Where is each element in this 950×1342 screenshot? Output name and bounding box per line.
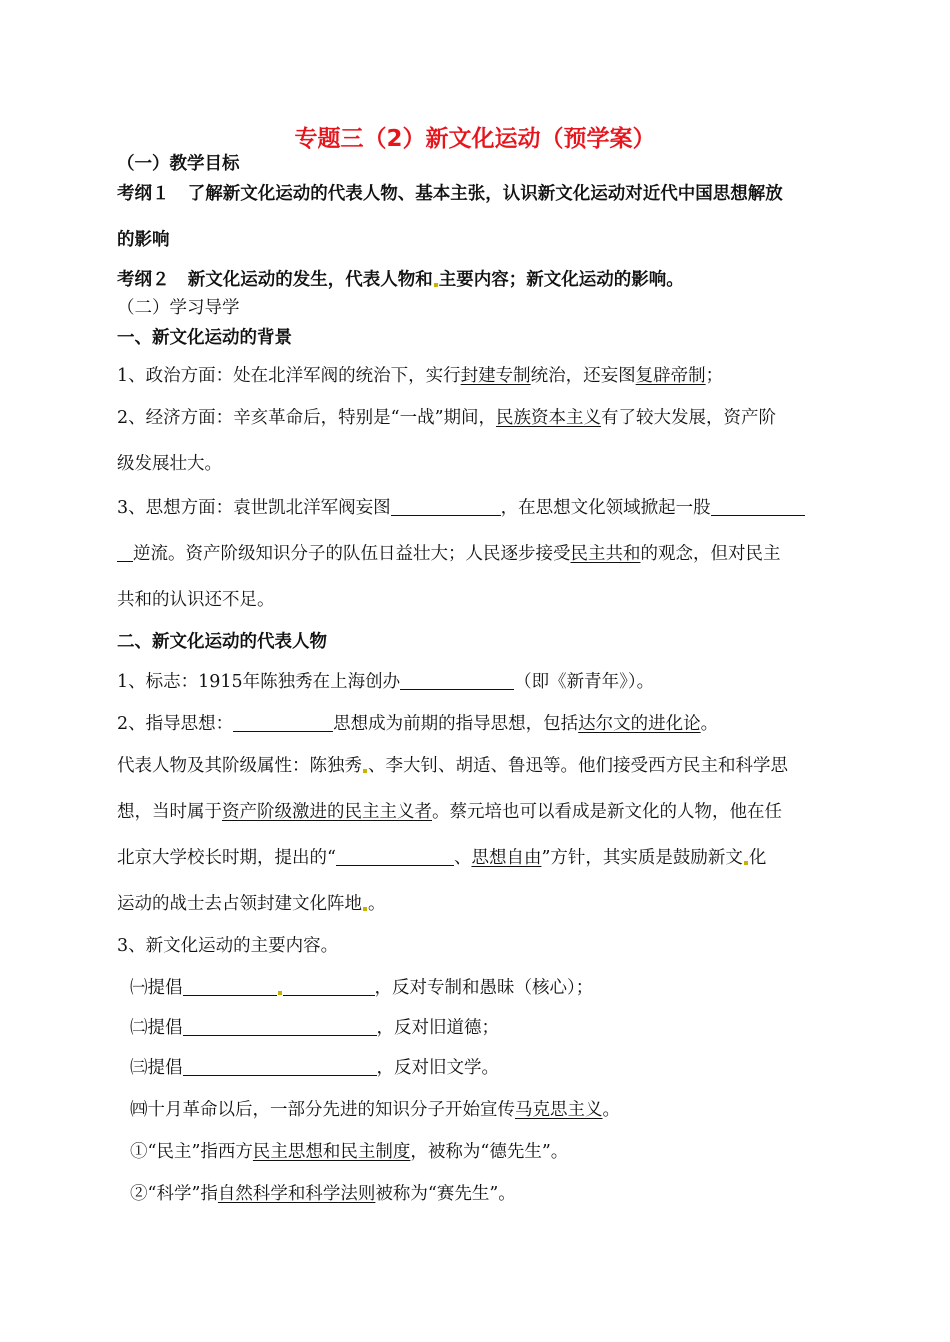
- content-4: [130, 1098, 620, 1122]
- item-symbol: [117, 670, 654, 694]
- fill-blank[interactable]: [336, 847, 454, 866]
- page-title: 专题三（2）新文化运动（预学案）: [294, 126, 656, 152]
- text: ㈡提倡: [130, 1018, 183, 1038]
- text: 有了较大发展，资产阶: [601, 408, 777, 428]
- representatives-para-2: [117, 800, 782, 824]
- syllabus-2-label: 考纲２: [117, 270, 170, 290]
- text: 2、经济方面：辛亥革命后，特别是“一战”期间，: [117, 408, 497, 428]
- heading-background: 一、新文化运动的背景: [117, 328, 292, 348]
- syllabus-1-cont: 的影响: [117, 230, 170, 250]
- syllabus-2-text-a: 新文化运动的发生，代表人物和: [187, 270, 433, 290]
- fill-blank[interactable]: [183, 977, 277, 996]
- underline-term: 自然科学和科学法则: [217, 1184, 376, 1204]
- text: 、: [453, 848, 472, 868]
- text: 化: [748, 848, 767, 868]
- syllabus-2: [117, 268, 684, 292]
- underline-term: 民主共和: [570, 544, 641, 564]
- heading-representatives: 二、新文化运动的代表人物: [117, 632, 327, 652]
- section-study-guide: （二）学习导学: [117, 298, 240, 318]
- representatives-para-3: [117, 846, 766, 870]
- underline-term: 资产阶级激进的民主主义者: [222, 802, 432, 822]
- content-3: [130, 1056, 499, 1080]
- representatives-para-1: [117, 754, 788, 778]
- note-science: [130, 1182, 516, 1206]
- syllabus-1: [117, 182, 783, 206]
- background-thought: [117, 496, 805, 520]
- background-economy-cont: 级发展壮大。: [117, 454, 222, 474]
- text: 被称为“赛先生”。: [375, 1184, 516, 1204]
- underline-term: 思想自由: [471, 848, 542, 868]
- content-2: [130, 1016, 499, 1040]
- text: 。蔡元培也可以看成是新文化的人物，他在任: [432, 802, 782, 822]
- underline-term: 民主思想和民主制度: [252, 1142, 411, 1162]
- section-teaching-goals: （一）教学目标: [117, 154, 240, 174]
- mark-dot: [434, 283, 438, 287]
- fill-blank[interactable]: [391, 497, 501, 516]
- fill-blank[interactable]: [183, 1057, 377, 1076]
- underline-term: 复辟帝制: [635, 366, 706, 386]
- text: 。: [602, 1100, 620, 1120]
- underline-term: 达尔文的进化论: [578, 714, 701, 734]
- mark-dot: [744, 861, 748, 865]
- text: ②“科学”指: [130, 1184, 218, 1204]
- fill-blank[interactable]: [183, 1017, 377, 1036]
- background-economy: [117, 406, 776, 430]
- text: ㈢提倡: [130, 1058, 183, 1078]
- text: 1、政治方面：处在北洋军阀的统治下，实行: [117, 366, 461, 386]
- item-guiding-thought: [117, 712, 718, 736]
- text: 3、思想方面：袁世凯北洋军阀妄图: [117, 498, 391, 518]
- text: 。: [700, 714, 719, 734]
- text: ，反对旧道德；: [376, 1018, 499, 1038]
- syllabus-2-text-b: 主要内容；新文化运动的影响。: [438, 270, 684, 290]
- text: ，在思想文化领域掀起一股: [500, 498, 711, 518]
- text: ㈠提倡: [130, 978, 183, 998]
- text: 1、标志：1915年陈独秀在上海创办: [117, 672, 401, 692]
- text: ”方针，其实质是鼓励新文: [541, 848, 743, 868]
- text: 。: [368, 894, 386, 914]
- underline-term: 民族资本主义: [496, 408, 602, 428]
- text: （即《新青年》）。: [514, 672, 655, 692]
- fill-blank[interactable]: [233, 713, 333, 732]
- note-democracy: [130, 1140, 568, 1164]
- syllabus-1-text: 了解新文化运动的代表人物、基本主张，认识新文化运动对近代中国思想解放: [187, 184, 783, 204]
- representatives-para-4: [117, 892, 386, 916]
- text: ㈣十月革命以后，一部分先进的知识分子开始宣传: [130, 1100, 515, 1120]
- content-1: [130, 976, 593, 1000]
- underline-term: 马克思主义: [515, 1100, 603, 1120]
- text: 、李大钊、胡适、鲁迅等。他们接受西方民主和科学思: [368, 756, 788, 776]
- text: 2、指导思想：: [117, 714, 234, 734]
- background-thought-cont2: 共和的认识还不足。: [117, 590, 275, 610]
- text: 想，当时属于: [117, 802, 222, 822]
- item-main-content: 3、新文化运动的主要内容。: [117, 936, 339, 956]
- fill-blank[interactable]: [400, 671, 514, 690]
- text: ，反对旧文学。: [376, 1058, 499, 1078]
- text: 思想成为前期的指导思想，包括: [333, 714, 579, 734]
- text: ，被称为“德先生”。: [410, 1142, 569, 1162]
- text: ；: [705, 366, 724, 386]
- text: 运动的战士去占领封建文化阵地: [117, 894, 362, 914]
- mark-dot: [363, 907, 367, 911]
- text: 的观念，但对民主: [640, 544, 781, 564]
- text: 逆流。资产阶级知识分子的队伍日益壮大；人民逐步接受: [133, 544, 571, 564]
- mark-dot: [363, 769, 367, 773]
- background-politics: [117, 364, 723, 388]
- text: 北京大学校长时期，提出的“: [117, 848, 336, 868]
- mark-dot: [278, 991, 282, 995]
- syllabus-1-label: 考纲１: [117, 184, 170, 204]
- fill-blank[interactable]: [711, 497, 805, 516]
- underline-term: 封建专制: [460, 366, 531, 386]
- text: ，反对专制和愚昧（核心）；: [374, 978, 594, 998]
- text: 统治，还妄图: [530, 366, 636, 386]
- background-thought-cont: [117, 542, 781, 566]
- fill-blank[interactable]: [117, 543, 133, 562]
- text: 代表人物及其阶级属性：陈独秀: [117, 756, 362, 776]
- fill-blank[interactable]: [283, 977, 375, 996]
- text: ①“民主”指西方: [130, 1142, 253, 1162]
